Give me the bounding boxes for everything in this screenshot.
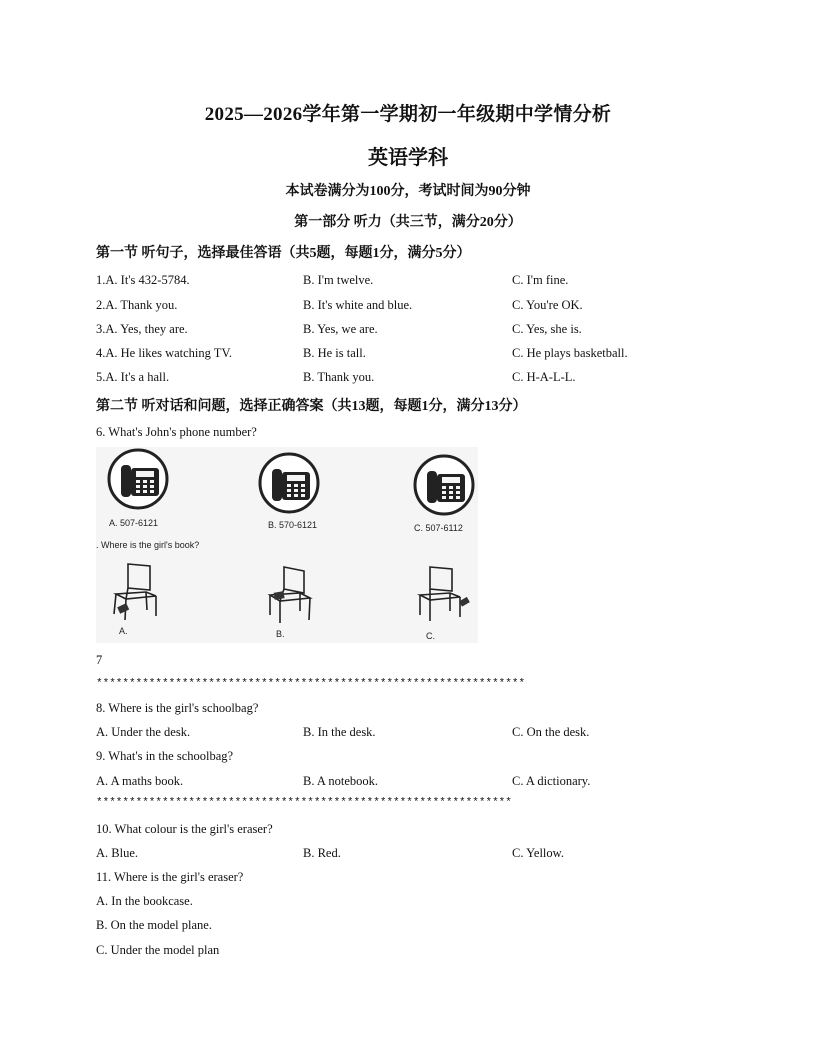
phone-b-label: B. 570-6121 xyxy=(268,520,318,530)
q10-option-b: B. Red. xyxy=(303,846,341,860)
phone-c-label: C. 507-6112 xyxy=(414,523,463,533)
q5-option-b: B. Thank you. xyxy=(303,370,375,384)
q5-option-c: C. H-A-L-L. xyxy=(512,370,576,384)
q11-option-c: C. Under the model plan xyxy=(96,943,220,957)
star-divider-1: ***************************************************************** xyxy=(96,678,526,690)
q3-option-c: C. Yes, she is. xyxy=(512,322,582,336)
part-one-heading: 第一部分 听力（共三节，满分20分） xyxy=(294,215,522,230)
q6-question: 6. What's John's phone number? xyxy=(96,425,257,439)
q3-option-b: B. Yes, we are. xyxy=(303,322,378,336)
star-divider-2: *************************************************************** xyxy=(96,797,512,809)
q10-option-c: C. Yellow. xyxy=(512,846,564,860)
q11-option-a: A. In the bookcase. xyxy=(96,894,193,908)
chair-b-icon xyxy=(270,567,310,623)
q10-option-a: A. Blue. xyxy=(96,846,139,860)
q3-option-a: 3.A. Yes, they are. xyxy=(96,322,188,336)
listening-figure xyxy=(96,447,478,643)
phone-b-icon xyxy=(260,454,318,512)
q1-option-a: 1.A. It's 432-5784. xyxy=(96,273,190,287)
q5-option-a: 5.A. It's a hall. xyxy=(96,370,170,384)
q4-option-a: 4.A. He likes watching TV. xyxy=(96,346,232,360)
q10-question: 10. What colour is the girl's eraser? xyxy=(96,822,273,836)
phone-a-icon xyxy=(109,450,167,508)
q8-option-c: C. On the desk. xyxy=(512,725,590,739)
section2-heading: 第二节 听对话和问题，选择正确答案（共13题，每题1分，满分13分） xyxy=(96,399,527,414)
q7-prompt: . Where is the girl's book? xyxy=(96,540,200,550)
q9-question: 9. What's in the schoolbag? xyxy=(96,749,234,763)
q2-option-c: C. You're OK. xyxy=(512,298,583,312)
chair-a-icon xyxy=(114,564,156,620)
exam-title: 2025—2026学年第一学期初一年级期中学情分析 xyxy=(204,104,612,125)
q11-option-b: B. On the model plane. xyxy=(96,918,212,932)
chair-c-icon xyxy=(420,567,470,621)
q8-option-a: A. Under the desk. xyxy=(96,725,191,739)
q2-option-b: B. It's white and blue. xyxy=(303,298,413,312)
q7-number: 7 xyxy=(96,653,103,667)
q11-question: 11. Where is the girl's eraser? xyxy=(96,870,244,884)
q2-option-a: 2.A. Thank you. xyxy=(96,298,178,312)
subject-title: 英语学科 xyxy=(368,147,448,169)
phone-c-icon xyxy=(415,456,473,514)
chair-b-label: B. xyxy=(276,629,285,639)
q8-option-b: B. In the desk. xyxy=(303,725,376,739)
chair-a-label: A. xyxy=(119,626,128,636)
q9-option-c: C. A dictionary. xyxy=(512,774,591,788)
q9-option-a: A. A maths book. xyxy=(96,774,184,788)
section1-heading: 第一节 听句子，选择最佳答语（共5题，每题1分，满分5分） xyxy=(96,246,471,261)
exam-info: 本试卷满分为100分，考试时间为90分钟 xyxy=(285,184,531,199)
q8-question: 8. Where is the girl's schoolbag? xyxy=(96,701,259,715)
chair-c-label: C. xyxy=(426,631,435,641)
q1-option-c: C. I'm fine. xyxy=(512,273,569,287)
q1-option-b: B. I'm twelve. xyxy=(303,273,374,287)
q9-option-b: B. A notebook. xyxy=(303,774,379,788)
q4-option-b: B. He is tall. xyxy=(303,346,366,360)
q4-option-c: C. He plays basketball. xyxy=(512,346,628,360)
phone-a-label: A. 507-6121 xyxy=(109,518,159,528)
